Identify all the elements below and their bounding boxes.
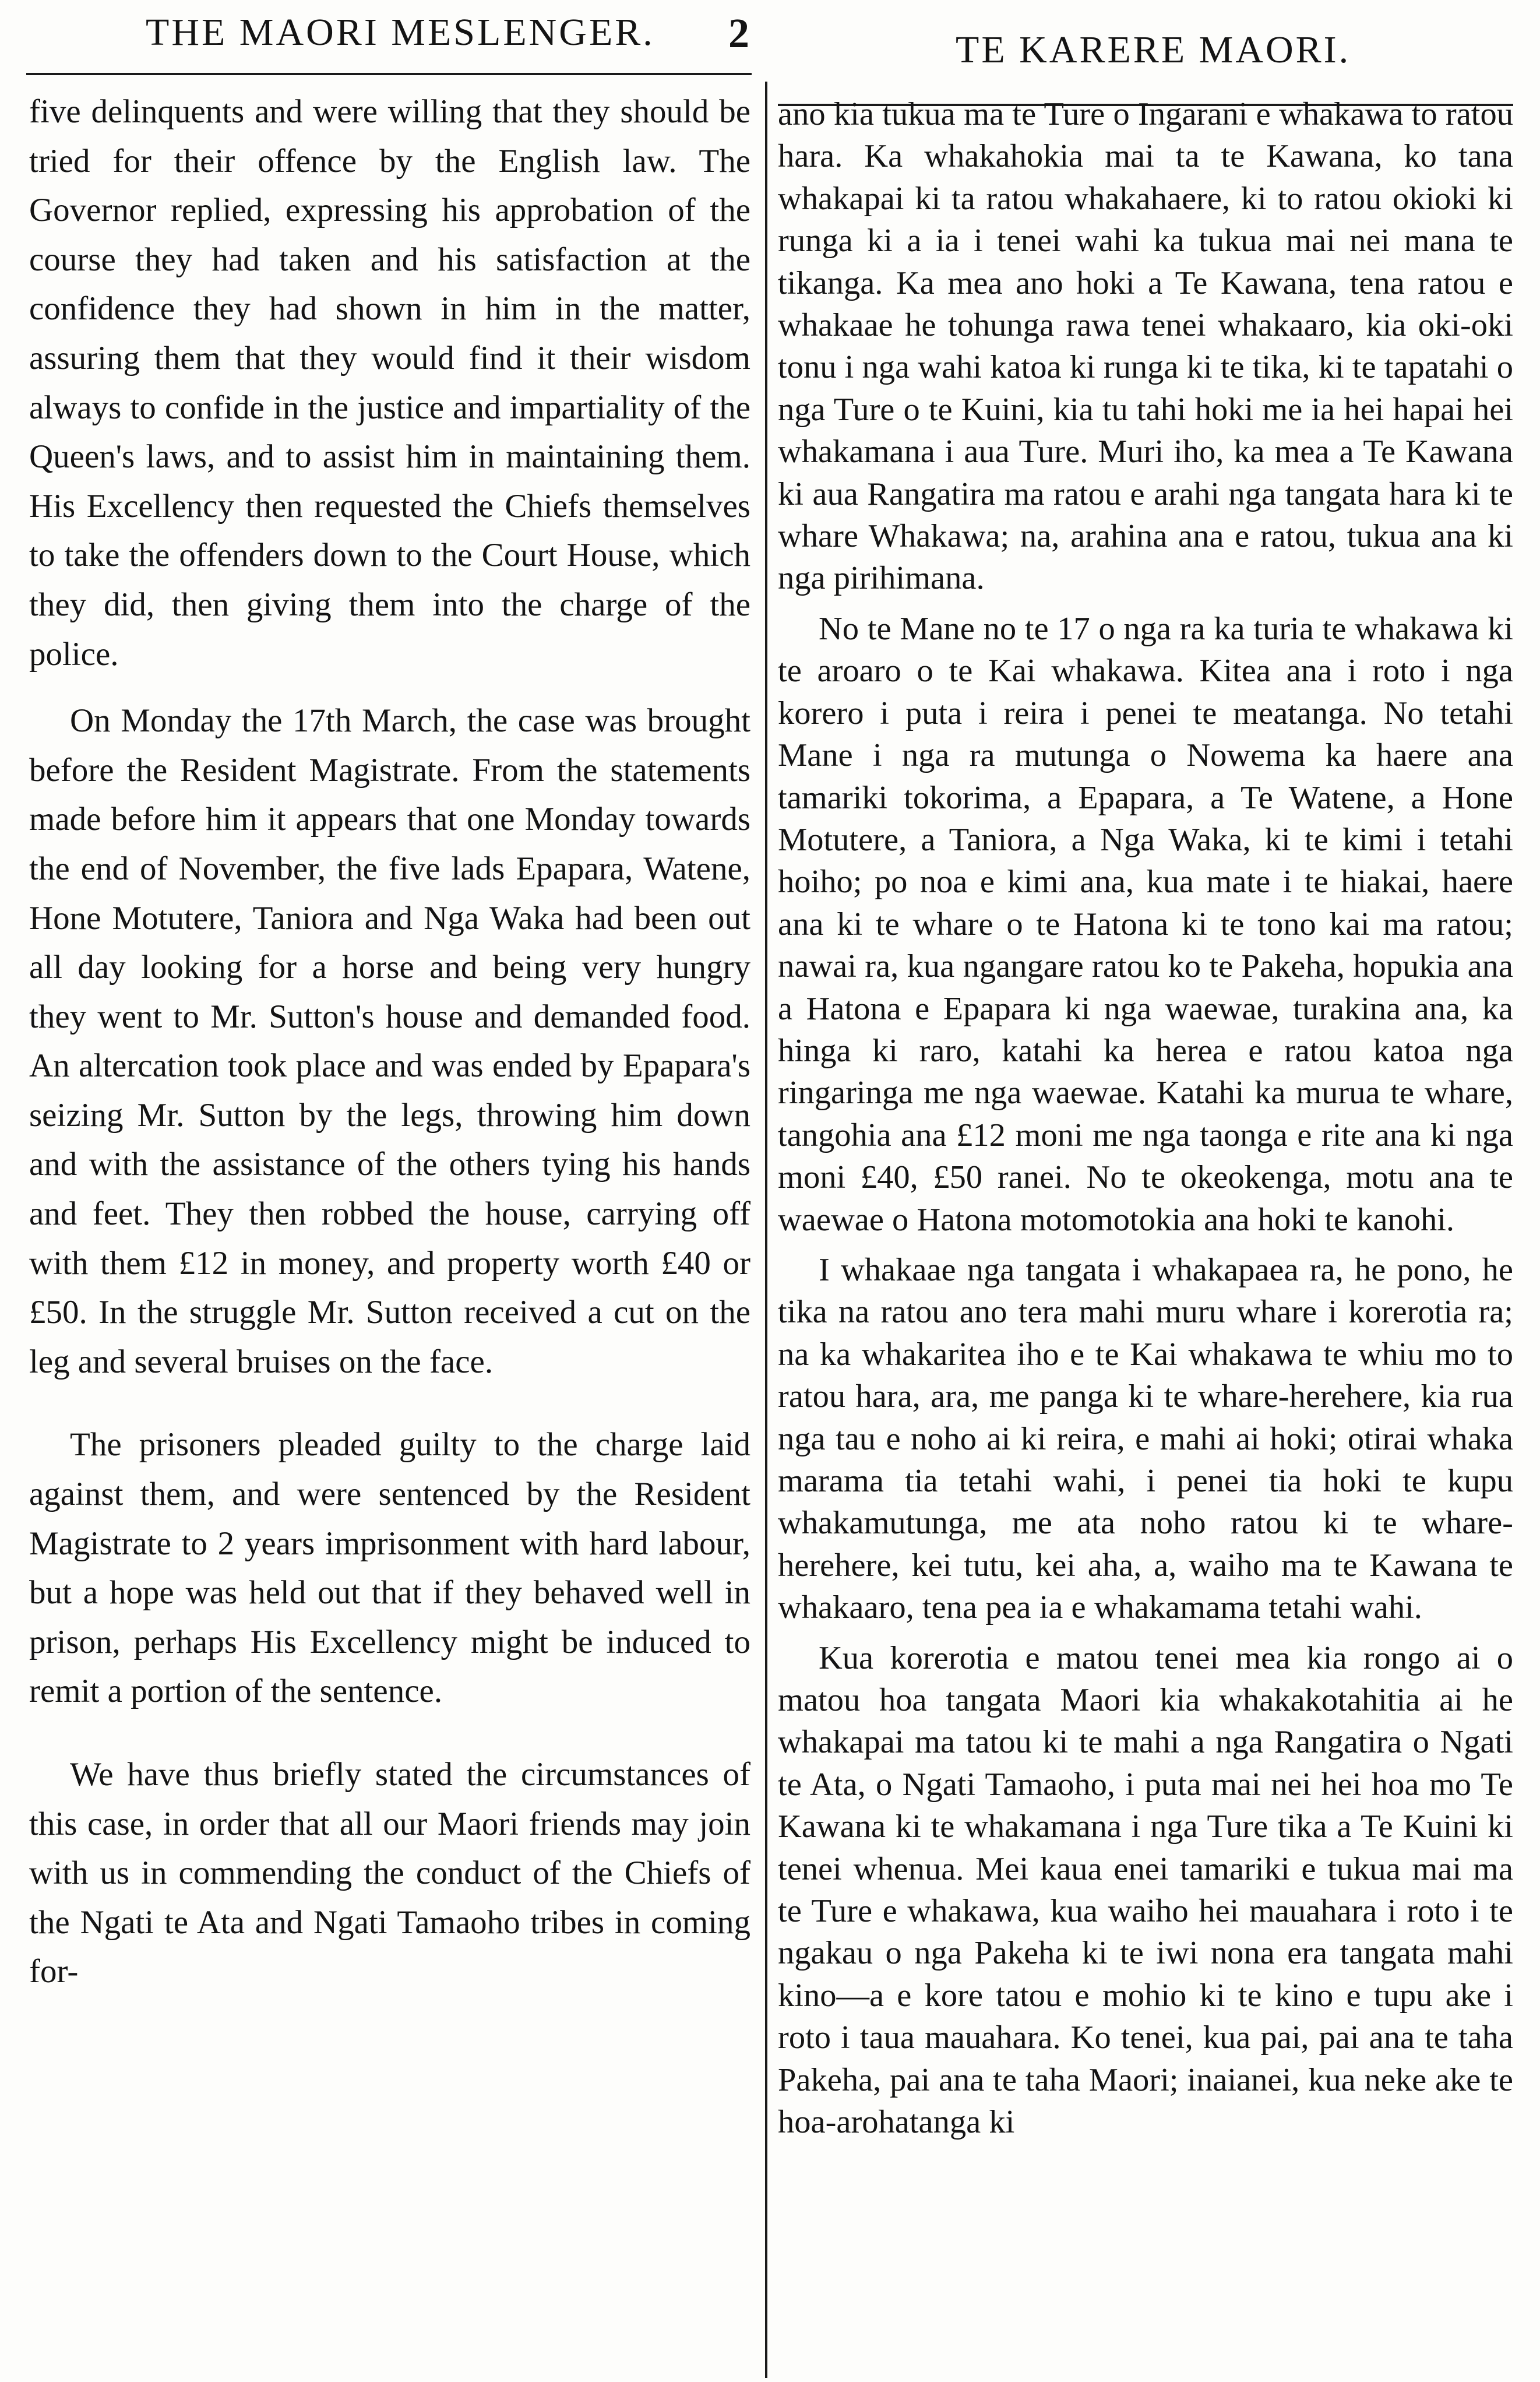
maori-paragraph-3: I whakaae nga tangata i whakapaea ra, he pono, he tika na ratou ano tera mahi muru whare i korerotia ra; na ka whakaritea iho e te Kai whakawa te whiu mo to ratou hara, ara, me panga ki te whare-herehere, kia rua nga tau e noho ai ki reira, e mahi ai hoki; otirai whaka marama tia tetahi wahi, i penei tia hoki te kupu whakamutunga, me ata noho ratou ki te whare-herehere, kei tutu, kei aha, a, waiho ma te Kawana te whakaaro, tena pea ia e whakamama tetahi wahi. <box>778 1251 1513 1626</box>
maori-paragraph-4: Kua korerotia e matou tenei mea kia rongo ai o matou hoa tangata Maori kia whakakotahitia ai he whakapai ma tatou ki te mahi a nga Rangatira o Ngati te Ata, o Ngati Tamaoho, i puta mai nei hei hoa mo Te Kawana ki te whakamana i nga Ture tika a Te Kuini ki tenei whenua. Mei kaua enei tamariki e tukua mai ma te Ture e whakawa, kua waiho hei mauahara i roto i te ngakau o nga Pakeha ki te iwi nona era tangata mahi kino—a e kore tatou e mohio ki te kino e tupu ake i roto i taua mauahara. Ko tenei, kua pai, pai ana te taha Pakeha, pai ana te taha Maori; inaianei, kua neke ake te hoa-arohatanga ki <box>778 1639 1513 2141</box>
header-rule-left <box>26 73 752 75</box>
maori-paragraph-2: No te Mane no te 17 o nga ra ka turia te whakawa ki te aroaro o te Kai whakawa. Kitea ana i roto i nga korero i puta i reira i penei te meatanga. No tetahi Mane i nga ra mutunga o Nowema ka haere ana tamariki tokorima, a Epapara, a Te Watene, a Hone Motutere, a Taniora, a Nga Waka, ki te kimi i tetahi hoiho; po noa e kimi ana, kua mate i te hiakai, haere ana ki te whare o te Hatona ki te tono kai ma ratou; nawai ra, kua ngangare ratou ko te Pakeha, hopukia ana a Hatona e Epapara ki nga waewae, turakina ana, ka hinga ki raro, katahi ka herea e ratou katoa nga ringaringa me nga waewae. Katahi ka murua te whare, tangohia ana £12 moni me nga taonga e rite ana ki nga moni £40, £50 ranei. No te okeokenga, motu ana te waewae o Hatona motomotokia ana hoki te kanohi. <box>778 610 1513 1238</box>
maori-masthead: TE KARERE MAORI. <box>956 29 1351 71</box>
english-paragraph-4: We have thus briefly stated the circumstances of this case, in order that all our Maori friends may join with us in commending the conduct of the Chiefs of the Ngati te Ata and Ngati Tamaoho tribes in coming for- <box>29 1756 750 1990</box>
column-divider <box>765 82 767 2378</box>
english-masthead: THE MAORI MESLENGER. <box>146 11 655 54</box>
english-column <box>29 87 750 1997</box>
maori-column <box>778 93 1513 2144</box>
english-paragraph-2: On Monday the 17th March, the case was brought before the Resident Magistrate. From the statements made before him it appears that one Monday towards the end of November, the five lads Epapara, Watene, Hone Motutere, Taniora and Nga Waka had been out all day looking for a horse and being very hungry they went to Mr. Sutton's house and demanded food. An altercation took place and was ended by Epapara's seizing Mr. Sutton by the legs, throwing him down and with the assistance of the others tying his hands and feet. They then robbed the house, carrying off with them £12 in money, and property worth £40 or £50. In the struggle Mr. Sutton received a cut on the leg and several bruises on the face. <box>29 702 750 1380</box>
page-number: 2 <box>728 10 749 57</box>
maori-paragraph-1: ano kia tukua ma te Ture o Ingarani e whakawa to ratou hara. Ka whakahokia mai ta te Kawana, ko tana whakapai ki ta ratou whakahaere, ki to ratou okioki ki runga ki a ia i tenei wahi ka tukua mai nei mana te tikanga. Ka mea ano hoki a Te Kawana, tena ratou e whakaae he tohunga rawa tenei whakaaro, kia oki-oki tonu i nga wahi katoa ki runga ki te tika, ki te tapatahi o nga Ture o te Kuini, kia tu tahi hoki me ia hei hapai hei whakamana i aua Ture. Muri iho, ka mea a Te Kawana ki aua Rangatira ma ratou e arahi nga tangata hara ki te whare Whakawa; na, arahina ana e ratou, tukua ana ki nga pirihimana. <box>778 96 1513 597</box>
page-header <box>0 10 1540 75</box>
english-paragraph-3: The prisoners pleaded guilty to the charge laid against them, and were sentenced by the Resident Magistrate to 2 years imprisonment with hard labour, but a hope was held out that if they behaved well in prison, perhaps His Excellency might be induced to remit a portion of the sentence. <box>29 1426 750 1710</box>
english-paragraph-1: five delinquents and were willing that they should be tried for their offence by the English law. The Governor replied, expressing his approbation of the course they had taken and his satisfaction at the confidence they had shown in him in the matter, assuring them that they would find it their wisdom always to confide in the justice and impartiality of the Queen's laws, and to assist him in maintaining them. His Excellency then requested the Chiefs themselves to take the offenders down to the Court House, which they did, then giving them into the charge of the police. <box>29 93 750 673</box>
